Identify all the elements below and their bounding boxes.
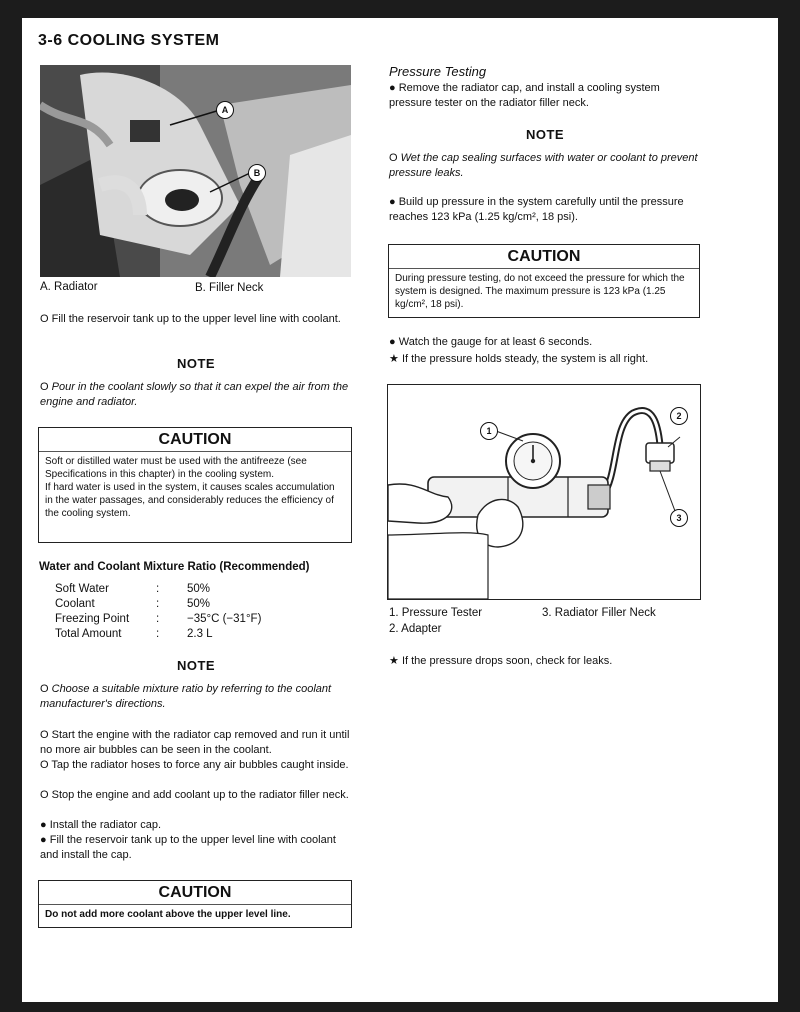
mixture-row-coolant [55, 598, 210, 610]
mixture-label: Soft Water [55, 583, 109, 595]
step-text: Fill the reservoir tank up to the upper level line with coolant. [51, 313, 341, 325]
note-heading-2: NOTE [176, 658, 216, 673]
mixture-sep: : [156, 598, 160, 610]
mixture-value: 50% [187, 598, 211, 610]
mixture-label: Coolant [55, 598, 95, 610]
procedure-step-1 [40, 728, 352, 757]
caution-line: Soft or distilled water must be used with the antifreeze (see Specifications in this chapter) in the cooling system. [45, 456, 307, 480]
step-text: If the pressure holds steady, the system is all right. [401, 353, 649, 365]
figure-callout-1: 1 [480, 422, 498, 440]
pressure-testing-title: Pressure Testing [389, 64, 487, 79]
mixture-value: 50% [187, 583, 211, 595]
caution-body-3 [389, 269, 699, 314]
step-marker: ● [389, 196, 396, 208]
caution-body-1 [39, 452, 351, 523]
pressure-step-2 [389, 195, 701, 224]
figure-caption-3: 3. Radiator Filler Neck [542, 607, 656, 619]
mixture-label: Freezing Point [55, 613, 130, 625]
note-text: Wet the cap sealing surfaces with water or coolant to prevent pressure leaks. [389, 152, 698, 179]
caution-body-2 [39, 905, 351, 924]
caution-line: If hard water is used in the system, it causes scales accumulation in the water passages, and considerably reduces the efficiency of the cooling system. [45, 482, 335, 519]
figure-callout-2: 2 [670, 407, 688, 425]
step-marker: ● [40, 819, 47, 831]
note-heading-3: NOTE [525, 127, 565, 142]
page-heading: 3-6 COOLING SYSTEM [38, 32, 220, 49]
pressure-tester-drawing [388, 385, 700, 599]
mixture-sep: : [156, 583, 160, 595]
caution-title-3: CAUTION [389, 245, 699, 269]
photo-callout-a: A [216, 101, 234, 119]
step-marker: O [40, 313, 49, 325]
figure-caption-2: 2. Adapter [389, 623, 442, 635]
note-text: Pour in the coolant slowly so that it can expel the air from the engine and radiator. [40, 381, 349, 408]
caution-line: During pressure testing, do not exceed the pressure for which the system is designed. The maximum pressure is 123 kPa (1.25 kg/cm², 18 psi). [395, 273, 685, 310]
mixture-row-freezing-point [55, 613, 261, 625]
step-text: If the pressure drops soon, check for leaks. [401, 655, 613, 667]
caution-title-2: CAUTION [39, 881, 351, 905]
note-marker: O [40, 683, 49, 695]
radiator-photo [40, 65, 351, 277]
step-marker: O [40, 729, 49, 741]
procedure-step-5 [40, 833, 352, 862]
caution-box-2 [38, 880, 352, 928]
step-marker: ● [40, 834, 47, 846]
step-marker: ★ [389, 655, 399, 667]
mixture-sep: : [156, 628, 160, 640]
pressure-tester-figure [387, 384, 701, 600]
caution-title-1: CAUTION [39, 428, 351, 452]
photo-caption-a: A. Radiator [40, 281, 98, 293]
mixture-value: 2.3 L [187, 628, 213, 640]
mixture-row-soft-water [55, 583, 210, 595]
pressure-step-3 [389, 335, 701, 350]
procedure-step-4 [40, 818, 352, 833]
pressure-step-1 [389, 81, 701, 110]
step-marker: O [40, 759, 49, 771]
step-marker: ★ [389, 353, 399, 365]
step-text: Tap the radiator hoses to force any air bubbles caught inside. [51, 759, 349, 771]
note-marker: O [40, 381, 49, 393]
mixture-value: −35°C (−31°F) [187, 613, 262, 625]
step-text: Install the radiator cap. [49, 819, 162, 831]
photo-callout-b: B [248, 164, 266, 182]
note-2-text [40, 682, 352, 711]
note-1-text [40, 380, 352, 409]
step-marker: O [40, 789, 49, 801]
caution-box-1 [38, 427, 352, 543]
note-text: Choose a suitable mixture ratio by referring to the coolant manufacturer's directions. [40, 683, 332, 710]
fill-reservoir-step [40, 312, 352, 327]
note-marker: O [389, 152, 398, 164]
step-text: Build up pressure in the system carefully until the pressure reaches 123 kPa (1.25 kg/cm², 18 psi). [389, 196, 684, 223]
step-text: Stop the engine and add coolant up to the radiator filler neck. [51, 789, 349, 801]
step-text: Fill the reservoir tank up to the upper level line with coolant and install the cap. [40, 834, 336, 861]
manual-page [22, 18, 778, 1002]
procedure-step-2 [40, 758, 352, 773]
step-text: Watch the gauge for at least 6 seconds. [398, 336, 593, 348]
figure-callout-3: 3 [670, 509, 688, 527]
step-text: Start the engine with the radiator cap removed and run it until no more air bubbles can be seen in the coolant. [40, 729, 350, 756]
procedure-step-3 [40, 788, 352, 803]
pressure-step-4 [389, 352, 701, 367]
note-heading-1: NOTE [176, 356, 216, 371]
caution-line: Do not add more coolant above the upper level line. [45, 909, 291, 920]
mixture-label: Total Amount [55, 628, 122, 640]
mixture-title: Water and Coolant Mixture Ratio (Recommended) [39, 561, 310, 573]
caution-box-3 [388, 244, 700, 318]
mixture-row-total-amount [55, 628, 213, 640]
radiator-photo-drawing [40, 65, 351, 277]
step-text: Remove the radiator cap, and install a cooling system pressure tester on the radiator filler neck. [389, 82, 660, 109]
step-marker: ● [389, 336, 396, 348]
mixture-sep: : [156, 613, 160, 625]
photo-caption-b: B. Filler Neck [195, 282, 264, 294]
step-marker: ● [389, 82, 396, 94]
figure-caption-1: 1. Pressure Tester [389, 607, 483, 619]
pressure-step-5 [389, 654, 701, 669]
note-3-text [389, 151, 701, 180]
